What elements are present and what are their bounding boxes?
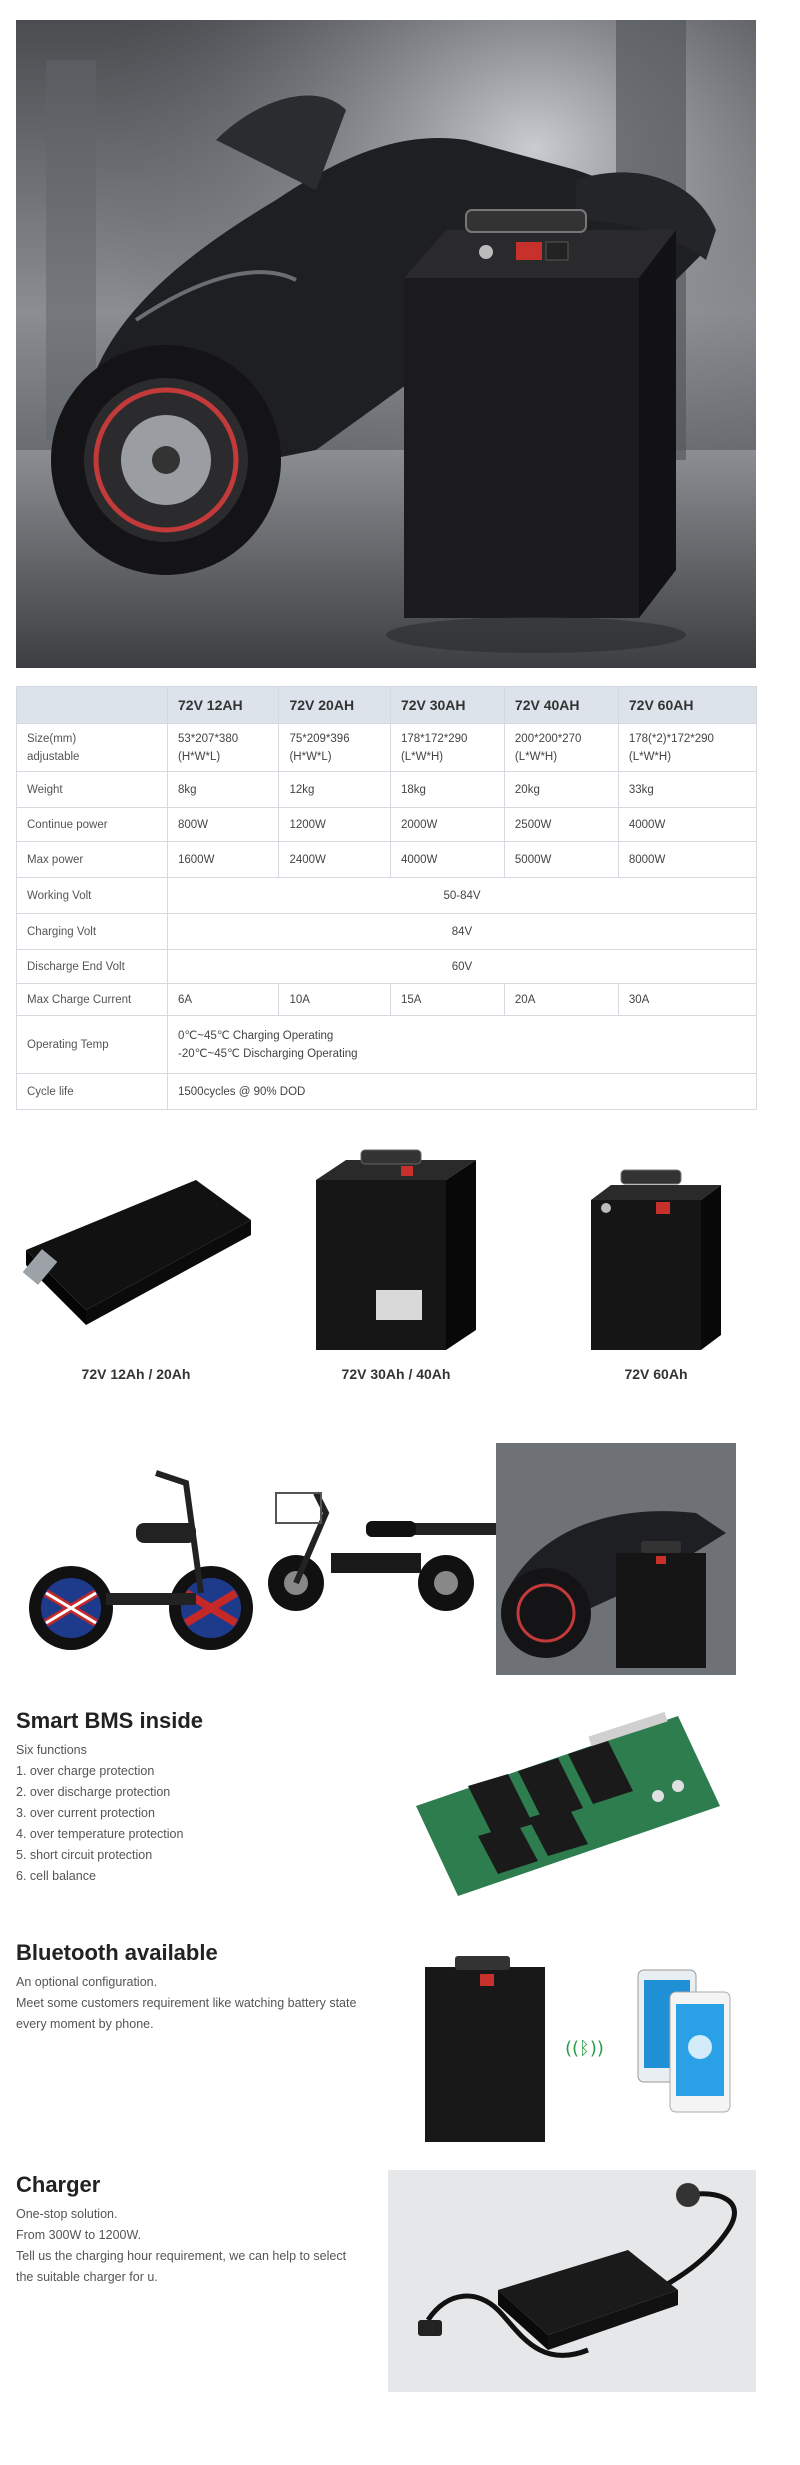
table-row <box>17 950 757 984</box>
table-cell: 2500W <box>504 808 618 842</box>
table-header-cell: 72V 12AH <box>168 687 279 724</box>
motorcycle-battery-image <box>496 1443 736 1675</box>
row-label: Weight <box>17 772 168 808</box>
product-card <box>16 1140 256 1400</box>
row-label: Size(mm) adjustable <box>17 724 168 772</box>
table-cell: 2400W <box>279 842 390 878</box>
table-cell: 178(*2)*172*290 (L*W*H) <box>618 724 756 772</box>
table-cell: 1500cycles @ 90% DOD <box>168 1074 757 1110</box>
table-cell: 5000W <box>504 842 618 878</box>
row-label: Discharge End Volt <box>17 950 168 984</box>
row-label: Cycle life <box>17 1074 168 1110</box>
table-cell: 50-84V <box>168 878 757 914</box>
table-cell: 1200W <box>279 808 390 842</box>
product-card <box>276 1140 516 1400</box>
battery-image <box>276 1140 516 1360</box>
table-cell: 8kg <box>168 772 279 808</box>
scooter-image <box>16 1443 256 1675</box>
table-row <box>17 1074 757 1110</box>
product-card <box>536 1140 776 1400</box>
table-row <box>17 914 757 950</box>
product-caption: 72V 30Ah / 40Ah <box>341 1366 451 1382</box>
table-header-cell <box>17 687 168 724</box>
table-cell: 6A <box>168 984 279 1016</box>
table-cell: 4000W <box>618 808 756 842</box>
delivery-bike-image <box>256 1443 496 1675</box>
table-cell: 2000W <box>390 808 504 842</box>
row-label: Max power <box>17 842 168 878</box>
bluetooth-icon: ((ᛒ)) <box>565 2038 604 2059</box>
table-row <box>17 808 757 842</box>
table-row <box>17 878 757 914</box>
table-header-cell: 72V 40AH <box>504 687 618 724</box>
table-row <box>17 772 757 808</box>
table-header-cell: 72V 30AH <box>390 687 504 724</box>
bluetooth-image <box>400 1952 750 2142</box>
table-cell: 4000W <box>390 842 504 878</box>
table-cell: 15A <box>390 984 504 1016</box>
table-cell: 12kg <box>279 772 390 808</box>
table-cell: 60V <box>168 950 757 984</box>
table-cell: 1600W <box>168 842 279 878</box>
table-cell: 10A <box>279 984 390 1016</box>
table-cell: 800W <box>168 808 279 842</box>
bms-description: Six functions 1. over charge protection 2. over discharge protection 3. over current protection 4. over temperature protection 5. short circuit protection 6. cell balance <box>16 1743 184 1883</box>
spec-table <box>16 686 757 1110</box>
table-cell: 33kg <box>618 772 756 808</box>
table-row <box>17 984 757 1016</box>
table-cell: 84V <box>168 914 757 950</box>
table-cell: 200*200*270 (L*W*H) <box>504 724 618 772</box>
row-label: Working Volt <box>17 878 168 914</box>
row-label: Max Charge Current <box>17 984 168 1016</box>
table-row <box>17 842 757 878</box>
charger-description: One-stop solution. From 300W to 1200W. Tell us the charging hour requirement, we can help to select the suitable charger for u. <box>16 2207 347 2284</box>
row-label: Charging Volt <box>17 914 168 950</box>
row-label: Continue power <box>17 808 168 842</box>
battery-image <box>536 1140 776 1360</box>
table-row <box>17 1016 757 1074</box>
bms-title: Smart BMS inside <box>16 1708 204 1733</box>
bluetooth-description: An optional configuration. Meet some customers requirement like watching battery state every moment by phone. <box>16 1975 357 2031</box>
table-cell: 30A <box>618 984 756 1016</box>
hero-image <box>16 20 756 668</box>
table-cell: 53*207*380 (H*W*L) <box>168 724 279 772</box>
battery-image <box>16 1140 256 1360</box>
table-cell: 20kg <box>504 772 618 808</box>
bms-board-image <box>408 1696 728 1916</box>
charger-title: Charger <box>16 2172 101 2197</box>
table-cell: 75*209*396 (H*W*L) <box>279 724 390 772</box>
table-header-cell: 72V 60AH <box>618 687 756 724</box>
table-cell: 178*172*290 (L*W*H) <box>390 724 504 772</box>
table-cell: 20A <box>504 984 618 1016</box>
product-caption: 72V 60Ah <box>624 1366 688 1382</box>
table-cell: 18kg <box>390 772 504 808</box>
table-header-row <box>17 687 757 724</box>
table-row <box>17 724 757 772</box>
row-label: Operating Temp <box>17 1016 168 1074</box>
table-cell: 0℃~45℃ Charging Operating -20℃~45℃ Discharging Operating <box>168 1016 757 1074</box>
bluetooth-title: Bluetooth available <box>16 1940 218 1965</box>
charger-image <box>388 2170 756 2392</box>
table-header-cell: 72V 20AH <box>279 687 390 724</box>
product-caption: 72V 12Ah / 20Ah <box>81 1366 191 1382</box>
table-cell: 8000W <box>618 842 756 878</box>
